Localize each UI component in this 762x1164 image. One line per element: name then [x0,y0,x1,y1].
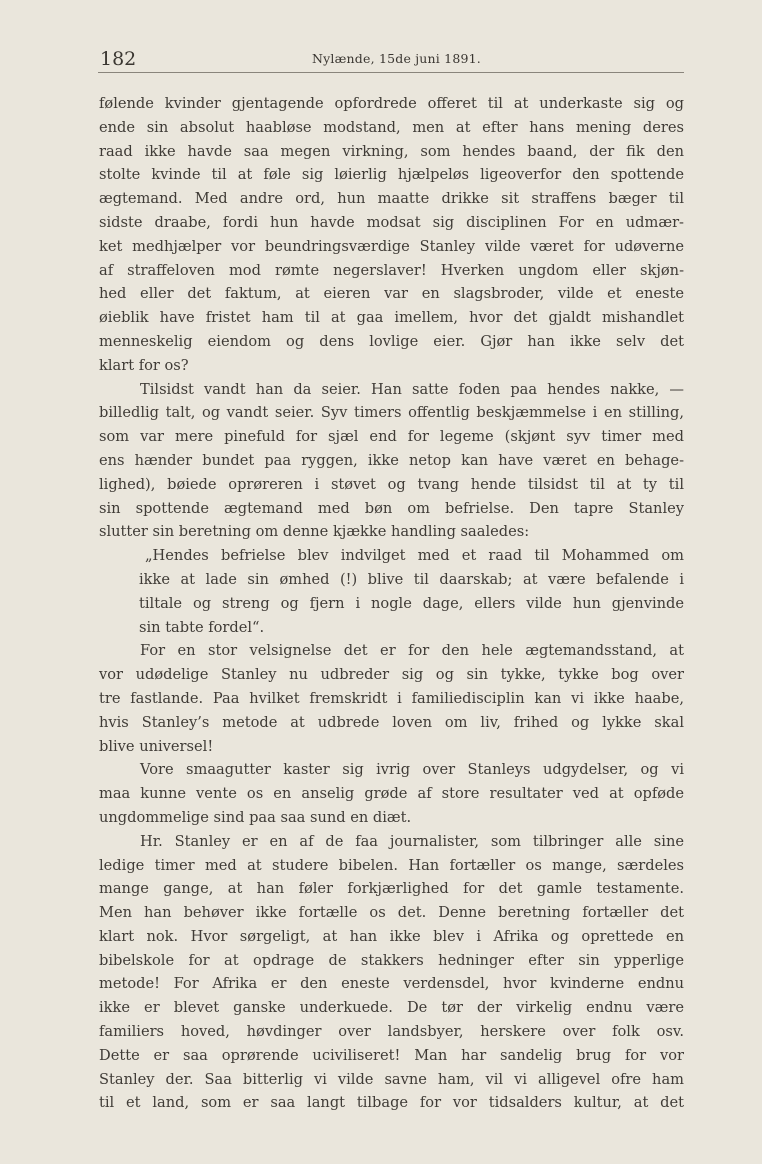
text-line: ikke er blevet ganske underkuede. De tør der virkelig endnu være [99,999,684,1017]
page-header [98,46,684,73]
text-line: ens hænder bundet paa ryggen, ikke netop kan have været en behage- [99,451,684,469]
text-line: klart nok. Hvor sørgeligt, at han ikke blev i Afrika og oprettede en [99,927,684,945]
quote-line: ikke at lade sin ømhed (!) blive til daarskab; at være befalende i [139,570,684,588]
paragraph-end-line: slutter sin beretning om denne kjække handling saaledes: [99,523,530,541]
text-line: af straffeloven mod rømte negerslaver! Hverken ungdom eller skjøn- [99,261,684,279]
paragraph-end-line: klart for os? [99,356,189,374]
text-line: sidste draabe, fordi hun havde modsat sig disciplinen For en udmær- [99,213,684,231]
text-line: som var mere pinefuld for sjæl end for legeme (skjønt syv timer med [99,428,684,446]
paragraph-start-line: Vore smaagutter kaster sig ivrig over Stanleys udgydelser, og vi [140,761,684,779]
text-line: Stanley der. Saa bitterlig vi vilde savne ham, vil vi alligevel ofre ham [99,1070,684,1088]
text-line: Men han behøver ikke fortælle os det. Denne beretning fortæller det [99,904,684,922]
text-line: ægtemand. Med andre ord, hun maatte drikke sit straffens bæger til [99,190,684,208]
text-line: bibelskole for at opdrage de stakkers hedninger efter sin ypperlige [99,951,684,969]
text-line: metode! For Afrika er den eneste verdensdel, hvor kvinderne endnu [99,975,684,993]
page-number: 182 [100,48,137,70]
text-line: familiers hoved, høvdinger over landsbyer, herskere over folk osv. [99,1023,684,1041]
text-line: ledige timer med at studere bibelen. Han fortæller os mange, særdeles [99,856,684,874]
text-line: øieblik have fristet ham til at gaa imellem, hvor det gjaldt mishandlet [99,309,684,327]
text-line: stolte kvinde til at føle sig løierlig hjælpeløs ligeoverfor den spottende [99,166,684,184]
quote-line: tiltale og streng og fjern i nogle dage, ellers vilde hun gjenvinde [139,594,684,612]
text-line: sin spottende ægtemand med bøn om befrielse. Den tapre Stanley [99,499,684,517]
text-line: hed eller det faktum, at eieren var en slagsbroder, vilde et eneste [99,285,684,303]
text-line: tre fastlande. Paa hvilket fremskridt i familiedisciplin kan vi ikke haabe, [99,689,684,707]
paragraph-start-line: Hr. Stanley er en af de faa journalister, som tilbringer alle sine [140,832,684,850]
text-line: menneskelig eiendom og dens lovlige eier. Gjør han ikke selv det [99,332,684,350]
text-line: til et land, som er saa langt tilbage for vor tidsalders kultur, at det [99,1094,684,1112]
text-line: raad ikke havde saa megen virkning, som hendes baand, der fik den [99,142,684,160]
text-line: billedlig talt, og vandt seier. Syv timers offentlig beskjæmmelse i en stilling, [99,404,684,422]
paragraph-start-line: Tilsidst vandt han da seier. Han satte foden paa hendes nakke, — [140,380,684,398]
paragraph-end-line: blive universel! [99,737,214,755]
text-line: maa kunne vente os en anselig grøde af store resultater ved at opføde [99,785,684,803]
text-line: følende kvinder gjentagende opfordrede offeret til at underkaste sig og [99,95,684,112]
text-line: mange gange, at han føler forkjærlighed for det gamle testamente. [99,880,684,898]
paragraph-start-line: For en stor velsignelse det er for den hele ægtemandsstand, at [140,642,684,660]
quote-end-line: sin tabte fordel“. [139,618,265,636]
quote-line: „Hendes befrielse blev indvilget med et raad til Mohammed om [145,547,684,565]
paragraph-end-line: ungdommelige sind paa saa sund en diæt. [99,808,412,826]
running-head: Nylænde, 15de juni 1891. [312,51,481,66]
text-line: Dette er saa oprørende uciviliseret! Man har sandelig brug for vor [99,1046,684,1064]
text-line: hvis Stanley’s metode at udbrede loven om liv, frihed og lykke skal [99,713,684,731]
text-line: ende sin absolut haabløse modstand, men at efter hans mening deres [99,118,684,136]
text-line: vor udødelige Stanley nu udbreder sig og sin tykke, tykke bog over [99,666,684,684]
text-line: lighed), bøiede oprøreren i støvet og tvang hende tilsidst til at ty til [99,475,684,493]
body-text [99,92,684,1115]
text-line: ket medhjælper vor beundringsværdige Stanley vilde været for udøverne [99,237,684,255]
